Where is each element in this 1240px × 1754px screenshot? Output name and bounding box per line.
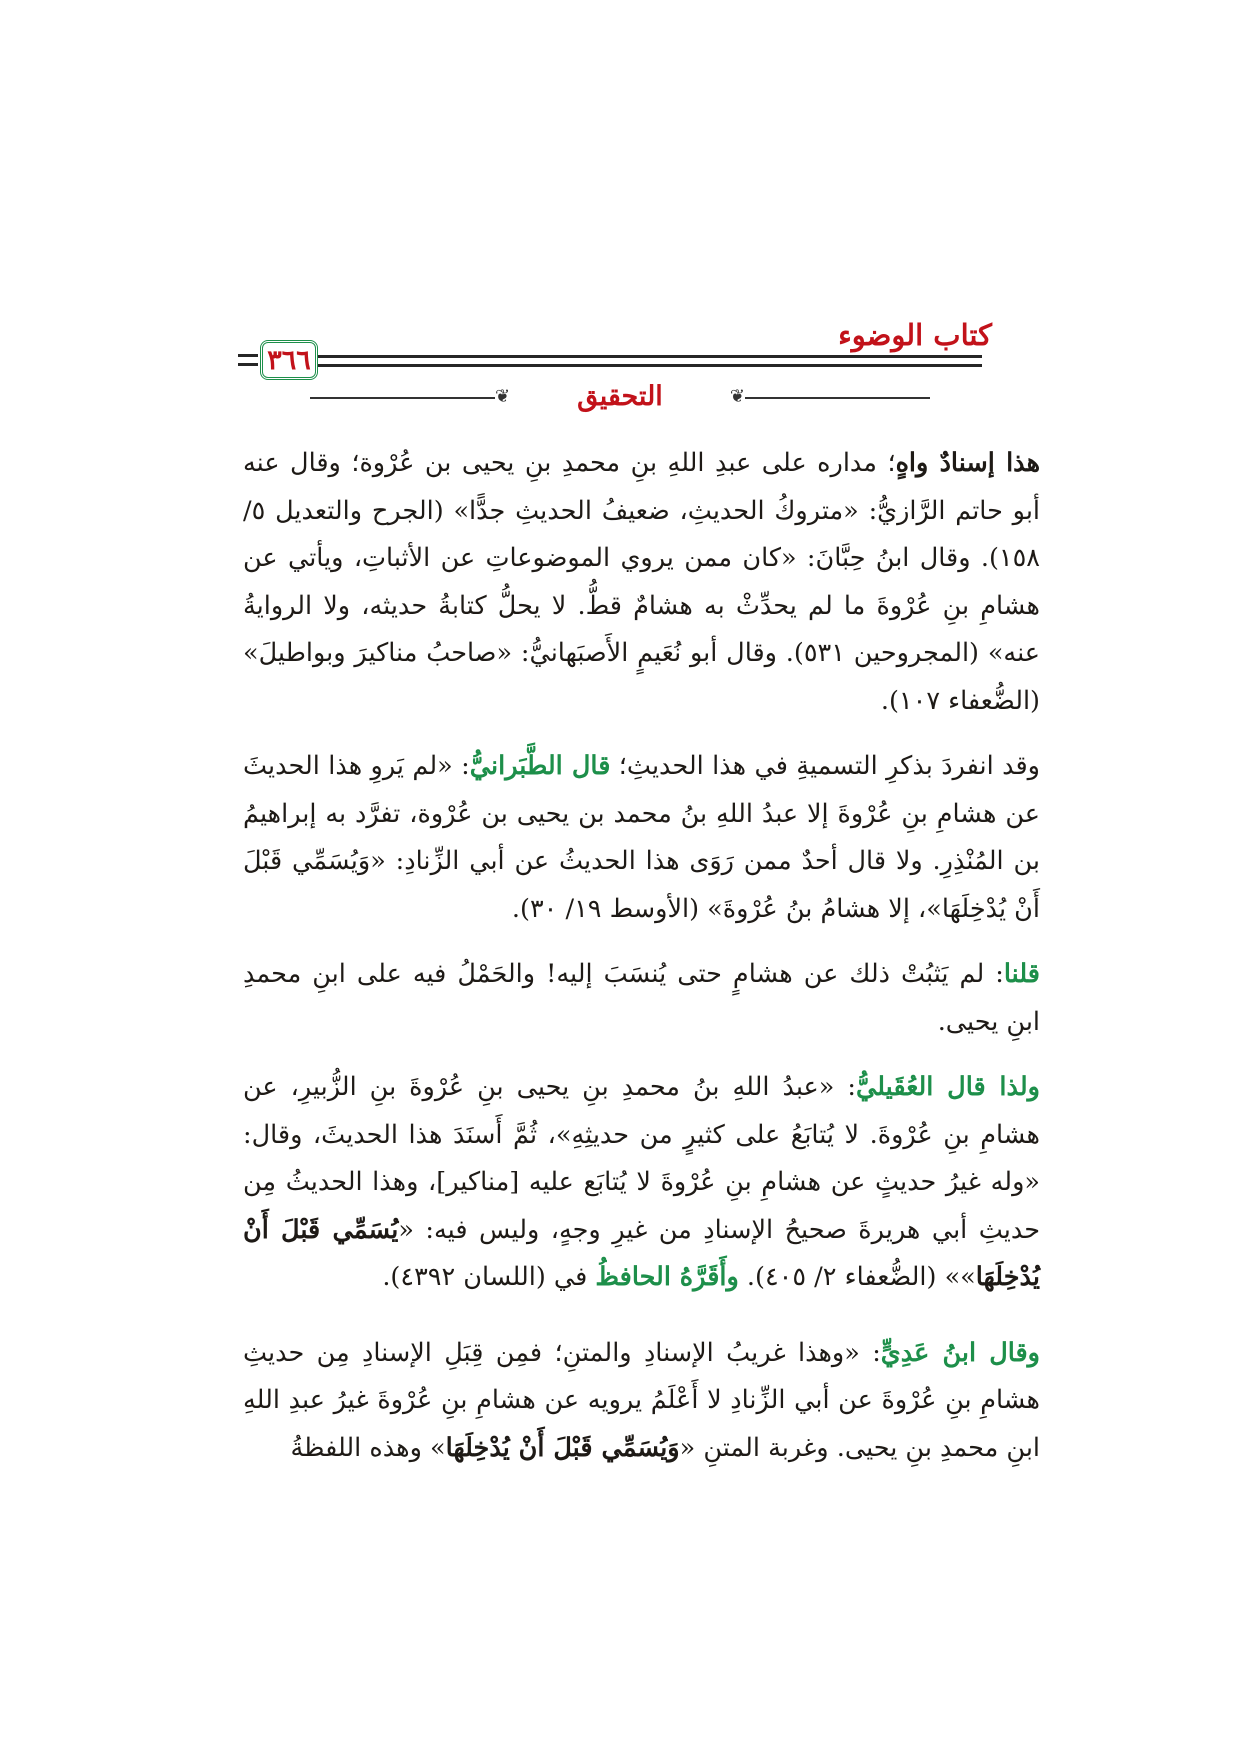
book-title: كتاب الوضوء	[838, 318, 992, 352]
paragraph-text: »» (الضُّعفاء ٢/ ٤٠٥).	[738, 1262, 976, 1292]
page-body	[243, 440, 1040, 1472]
paragraph-text: ؛ مداره على عبدِ اللهِ بنِ محمدِ بنِ يحيى بن عُرْوة؛ وقال عنه أبو حاتم الرَّازيُّ: «متروكُ الحديثِ، ضعيفُ الحديثِ جدًّا» (الجرح والتعديل ٥/ ١٥٨). وقال ابنُ حِبَّانَ: «كان ممن يروي الموضوعاتِ عن الأثباتِ، ويأتي عن هشامِ بنِ عُرْوةَ ما لم يحدِّثْ به هشامٌ قطُّ. لا يحلُّ كتابةُ حديثه، ولا الروايةُ عنه» (المجروحين ٥٣١). وقال أبو نُعَيمٍ الأَصبَهانيُّ: «صاحبُ مناكيرَ وبواطيلَ» (الضُّعفاء ١٠٧).	[243, 448, 1041, 716]
paragraph-text: وقد انفردَ بذكرِ التسميةِ في هذا الحديثِ؛	[610, 751, 1040, 781]
paragraph	[243, 951, 1040, 1046]
paragraph-text: في (اللسان ٤٣٩٢).	[382, 1262, 596, 1292]
paragraph	[243, 1330, 1040, 1473]
page-number-text: ٣٦٦	[267, 344, 311, 376]
page-number	[260, 340, 318, 380]
paragraph	[243, 440, 1040, 725]
paragraph	[243, 743, 1040, 933]
scholar-name: قال الطَّبَرانيُّ	[469, 751, 611, 781]
header-rule	[297, 364, 982, 367]
ornament-icon: ❦	[729, 386, 745, 407]
paragraph-text: » وهذه اللفظةُ	[290, 1432, 446, 1463]
paragraph-text: : «لم يَروِ هذا الحديثَ عن هشامِ بنِ عُرْوةَ إلا عبدُ اللهِ بنُ محمد بن يحيى بن عُرْوة، تفرَّد به إبراهيمُ بن المُنْذِرِ. ولا قال أحدٌ ممن رَوَى هذا الحديثُ عن أبي الزِّنادِ: «وَيُسَمِّي قَبْلَ أَنْ يُدْخِلَهَا»، إلا هشامُ بنُ عُرْوةَ» (الأوسط ١٩/ ٣٠).	[243, 751, 1040, 924]
scholar-name: وقال ابنُ عَدِيٍّ	[880, 1337, 1041, 1368]
header-rule	[238, 363, 258, 366]
paragraph	[243, 1064, 1040, 1302]
bold-phrase: هذا إسنادٌ واهٍ	[895, 448, 1041, 478]
scholar-name: وأَقَرَّهُ الحافظُ	[595, 1262, 739, 1292]
header-rule	[297, 355, 982, 358]
bold-phrase: وَيُسَمِّي قَبْلَ أَنْ يُدْخِلَهَا	[445, 1432, 680, 1463]
paragraph-text: : «وهذا غريبُ الإسنادِ والمتنِ؛ فمِن قِبَلِ الإسنادِ مِن حديثِ هشامِ بنِ عُرْوةَ عن أبي الزِّنادِ لا أَعْلَمُ يرويه عن هشامِ بنِ عُرْوةَ غيرُ عبدِ اللهِ ابنِ محمدِ بنِ يحيى. وغربة المتنِ «	[243, 1337, 1040, 1463]
section-title: التحقيق	[577, 381, 663, 412]
bold-phrase: يُسَمِّي قَبْلَ أَنْ يُدْخِلَهَا	[243, 1214, 1040, 1292]
paragraph-text: : «عبدُ اللهِ بنُ محمدِ بنِ يحيى بنِ عُرْوةَ بنِ الزُّبيرِ، عن هشامِ بنِ عُرْوةَ. لا يُتابَعُ على كثيرٍ من حديثِهِ»، ثُمَّ أَسنَدَ هذا الحديثَ، وقال: «وله غيرُ حديثٍ عن هشامِ بنِ عُرْوةَ لا يُتابَع عليه [مناكير]، وهذا الحديثُ مِن حديثِ أبي هريرةَ صحيحُ الإسنادِ من غيرِ وجهٍ، وليس فيه: «	[243, 1072, 1040, 1245]
ornament-icon: ❦	[495, 386, 511, 407]
scholar-name: ولذا قال العُقَيليُّ	[855, 1072, 1040, 1102]
paragraph-text: : لم يَثبُتْ ذلك عن هشامٍ حتى يُنسَبَ إليه! والحَمْلُ فيه على ابنِ محمدِ ابنِ يحيى.	[243, 959, 1040, 1037]
header-rule	[238, 354, 258, 357]
scholar-name: قلنا	[1003, 959, 1040, 989]
section-heading	[310, 378, 930, 418]
